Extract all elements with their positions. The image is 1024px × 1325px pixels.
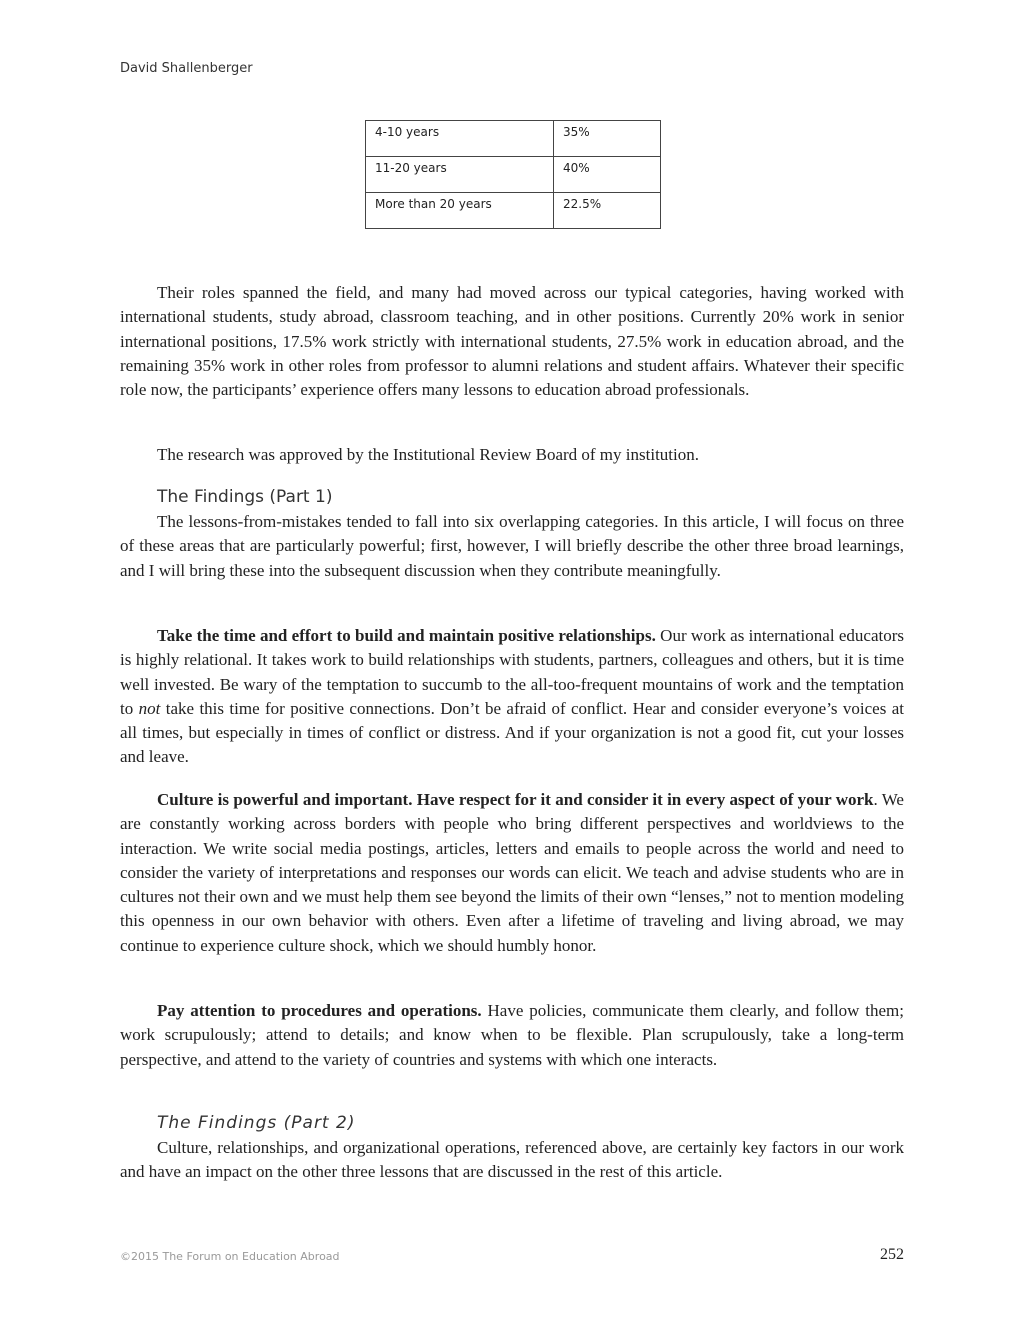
table-cell-percent: 40%: [554, 157, 661, 193]
paragraph-findings-1: The lessons-from-mistakes tended to fall into six overlapping categories. In this article, I will focus on three of these areas that are particularly powerful; first, however, I will briefly describe the other three broad learnings, and I will bring these into the subsequent discussion when they contribute meaningfully.: [120, 512, 904, 580]
section-heading-findings-1: The Findings (Part 1): [157, 487, 333, 507]
lesson-title-culture: Culture is powerful and important. Have respect for it and consider it in every aspect of your work: [157, 790, 874, 809]
paragraph-operations: Pay attention to procedures and operations. Have policies, communicate them clearly, and follow them; work scrupulously; attend to details; and know when to be flexible. Plan scrupulously, take a long-term perspective, and attend to the variety of countries and systems with which one interacts.: [120, 1001, 904, 1069]
lesson-title-relationships: Take the time and effort to build and maintain positive relationships.: [157, 626, 656, 645]
footer-copyright: ©2015 The Forum on Education Abroad: [120, 1250, 340, 1263]
table-cell-range: More than 20 years: [366, 193, 554, 229]
table-cell-range: 4-10 years: [366, 121, 554, 157]
paragraph-culture: Culture is powerful and important. Have respect for it and consider it in every aspect of your work. We are constantly working across borders with people who bring different perspectives and worldviews to the interaction. We write social media postings, articles, letters and emails to people across the world and need to consider the variety of interpretations and responses our words can elicit. We teach and advise students who are in cultures not their own and we must help them see beyond the limits of their own “lenses,” not to mention modeling this openness in our own behavior with others. Even after a lifetime of traveling and living abroad, we may continue to experience culture shock, which we should humbly honor.: [120, 790, 904, 955]
paragraph-findings-2: Culture, relationships, and organizational operations, referenced above, are certainly key factors in our work and have an impact on the other three lessons that are discussed in the rest of this article.: [120, 1138, 904, 1182]
paragraph-relationships: Take the time and effort to build and maintain positive relationships. Our work as international educators is highly relational. It takes work to build relationships with students, partners, colleagues and others, but it is time well invested. Be wary of the temptation to succumb to the all-too-frequent mountains of work and the temptation to not take this time for positive connections. Don’t be afraid of conflict. Hear and consider everyone’s voices at all times, but especially in times of conflict or distress. And if your organization is not a good fit, cut your losses and leave.: [120, 626, 905, 767]
paragraph-irb: The research was approved by the Institutional Review Board of my institution.: [157, 445, 699, 464]
table-row: [366, 193, 661, 229]
paragraph-roles: Their roles spanned the field, and many had moved across our typical categories, having worked with international students, study abroad, classroom teaching, and in other positions. Currently 20% work in senior international positions, 17.5% work strictly with international students, 27.5% work in education abroad, and the remaining 35% work in other roles from professor to alumni relations and student affairs. Whatever their specific role now, the participants’ experience offers many lessons to education abroad professionals.: [120, 283, 904, 400]
table-cell-percent: 22.5%: [554, 193, 661, 229]
page-number: 252: [880, 1246, 904, 1263]
table-row: [366, 121, 661, 157]
emphasis-not: not: [138, 698, 161, 718]
running-head-author: David Shallenberger: [120, 61, 253, 76]
section-heading-findings-2: The Findings (Part 2): [157, 1113, 356, 1133]
table-cell-percent: 35%: [554, 121, 661, 157]
experience-table: [365, 120, 661, 229]
table-row: [366, 157, 661, 193]
lesson-title-operations: Pay attention to procedures and operations.: [157, 1001, 482, 1020]
table-cell-range: 11-20 years: [366, 157, 554, 193]
